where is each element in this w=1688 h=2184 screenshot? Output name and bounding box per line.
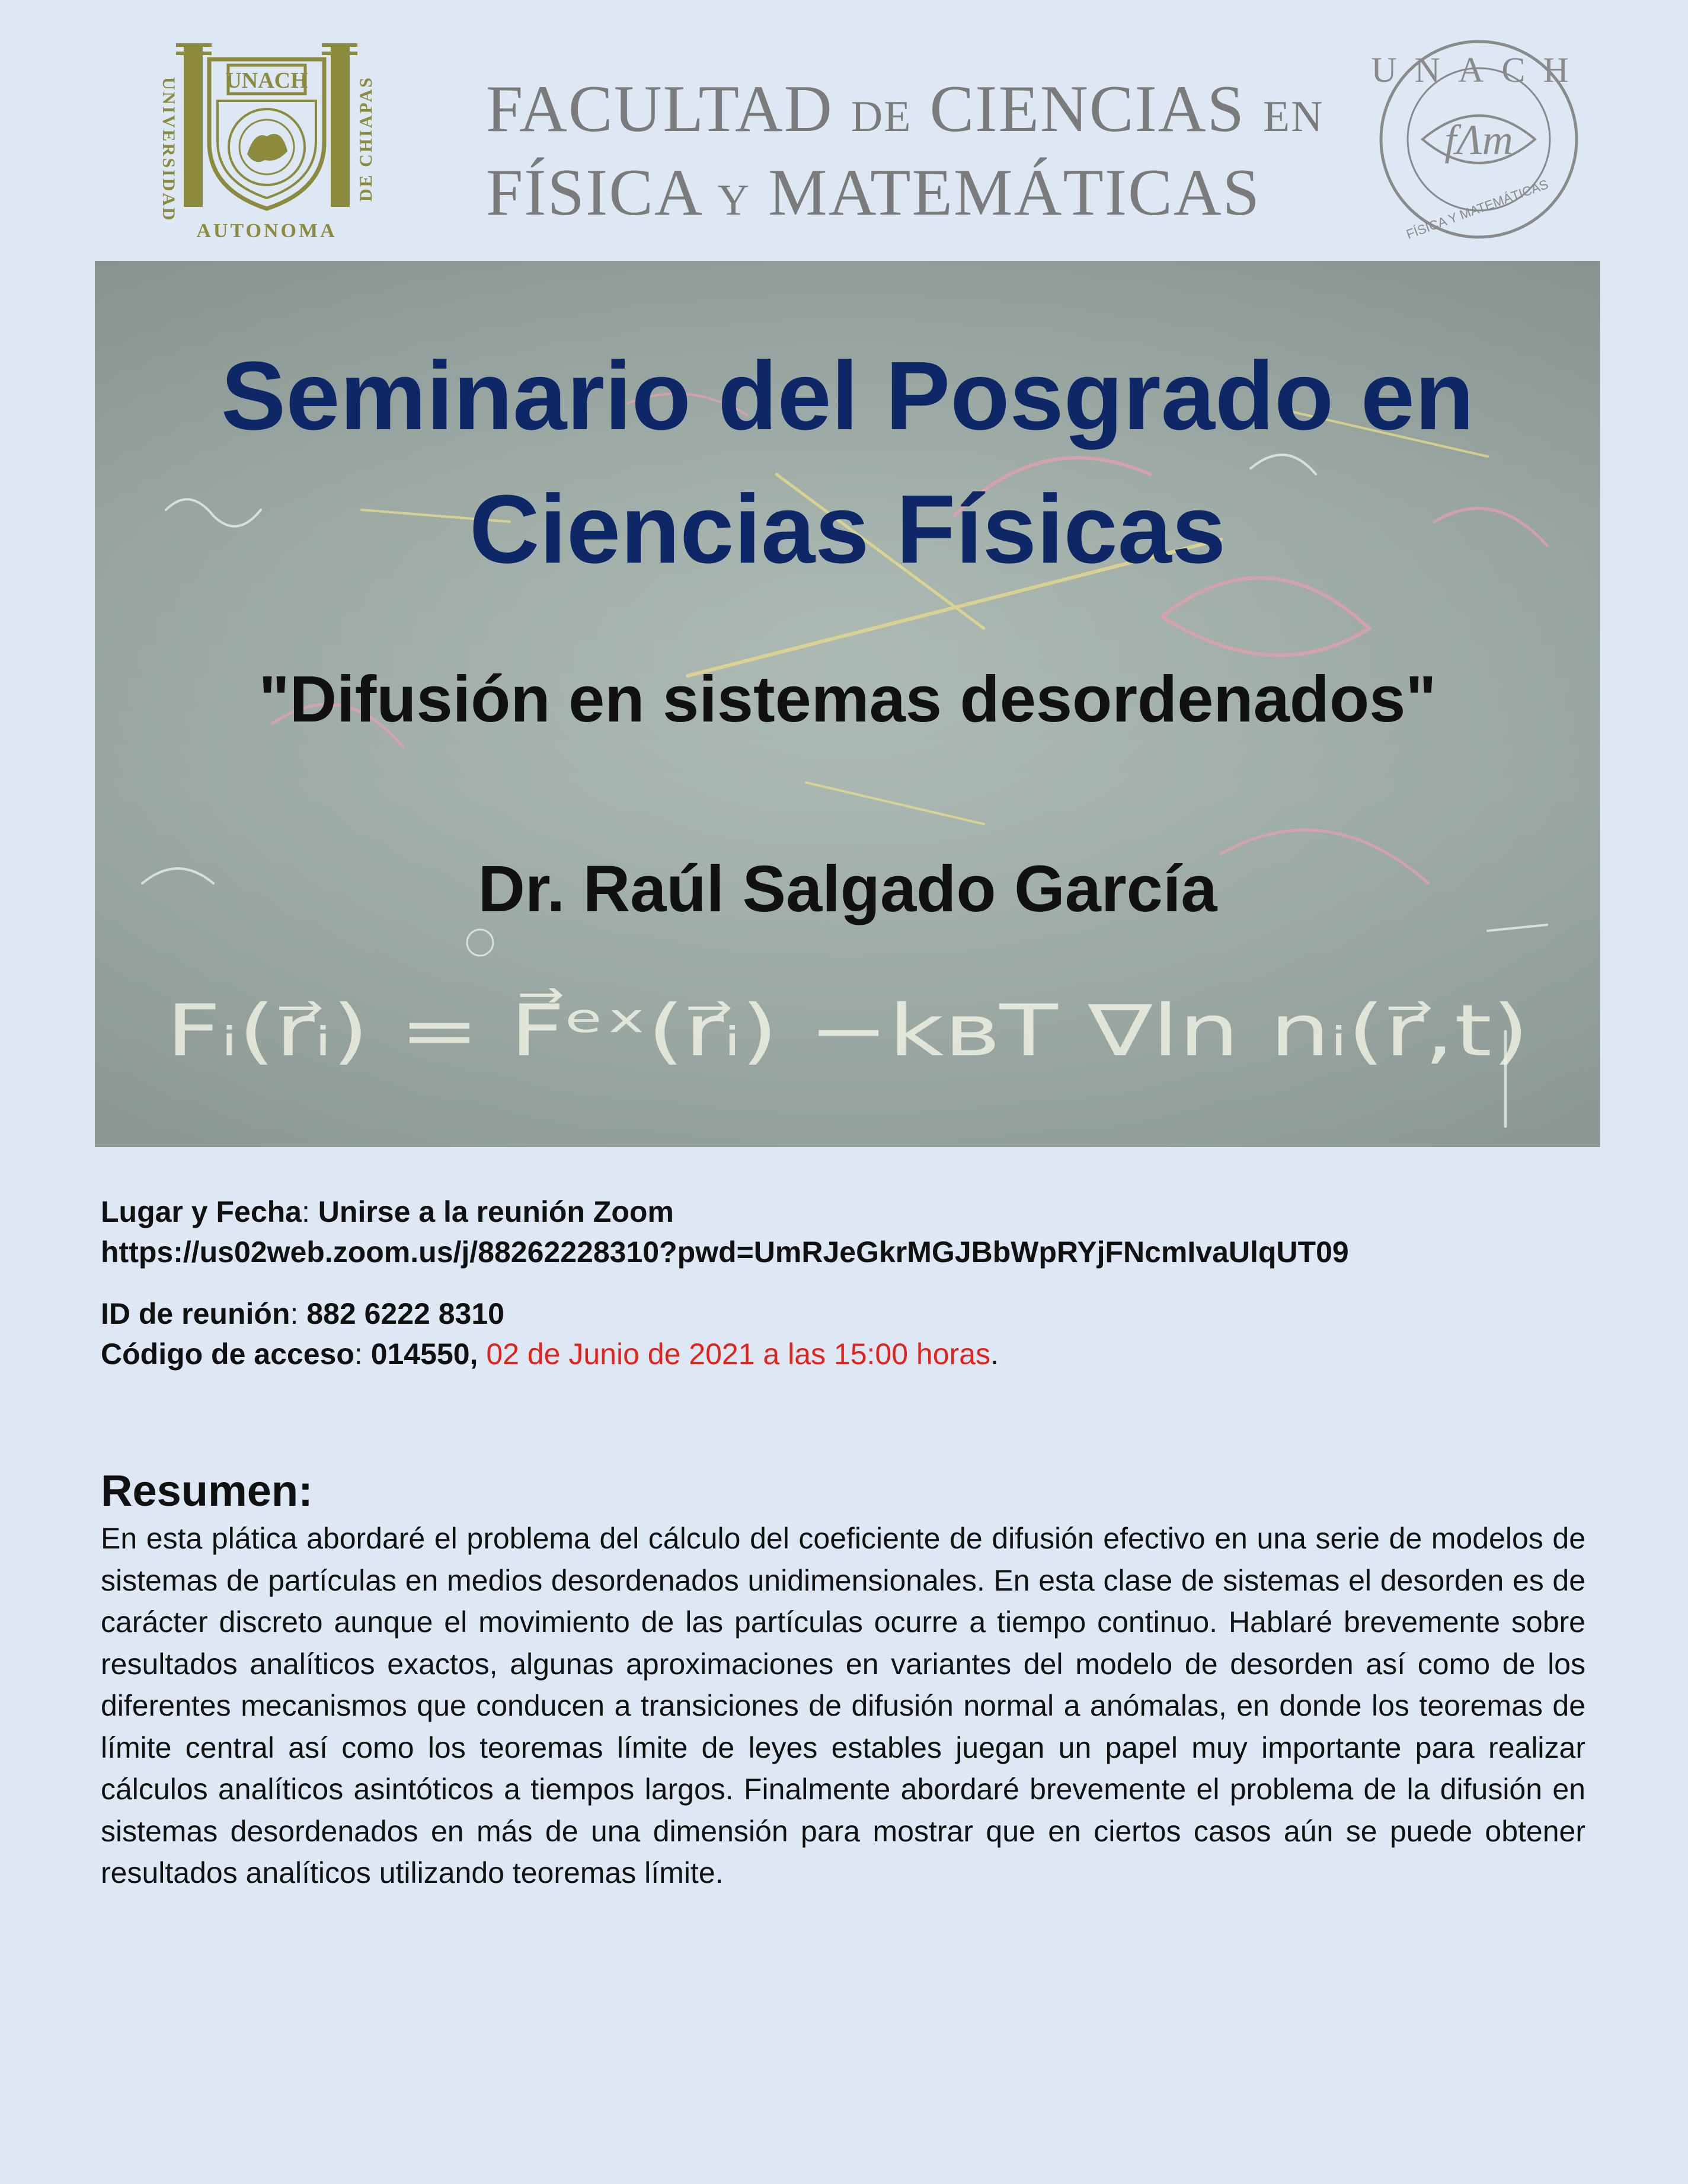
unach-bottom-text: AUTONOMA <box>196 220 337 242</box>
unach-right-text: DE CHIAPAS <box>356 76 376 202</box>
place-row: Lugar y Fecha: Unirse a la reunión Zoom <box>101 1195 674 1228</box>
faculty-word: MATEMÁTICAS <box>768 156 1261 229</box>
fcfm-bottom-text: FÍSICA Y MATEMÁTICAS <box>1404 176 1550 242</box>
seminar-title <box>95 329 1600 596</box>
access-code-row: Código de acceso: 014550, 02 de Junio de 2021 a las 15:00 horas. <box>101 1337 999 1371</box>
faculty-line-1 <box>486 71 1324 155</box>
event-date-time: 02 de Junio de 2021 a las 15:00 horas <box>486 1337 991 1371</box>
place-label: Lugar y Fecha <box>101 1195 302 1228</box>
faculty-line-2 <box>486 155 1304 238</box>
faculty-word: DE <box>851 92 912 141</box>
meeting-id-value: 882 6222 8310 <box>306 1297 504 1330</box>
unach-logo-text: UNACH <box>225 68 308 93</box>
faculty-word: FÍSICA <box>486 156 700 229</box>
speaker-name: Dr. Raúl Salgado García <box>478 852 1217 925</box>
fcfm-ring-text: UNACH <box>1371 50 1587 90</box>
abstract-section <box>101 1464 1585 1894</box>
faculty-title <box>486 71 1324 238</box>
fcfm-logo <box>1366 36 1591 243</box>
meeting-id-label: ID de reunión <box>101 1297 290 1330</box>
chalkboard-banner <box>95 261 1600 1147</box>
chalk-equation: Fᵢ(r⃗ᵢ) = F⃗ᵉˣ(r⃗ᵢ) −kʙT ∇ln nᵢ(r⃗,t) <box>166 990 1181 1072</box>
faculty-word: FACULTAD <box>486 72 833 146</box>
faculty-word: EN <box>1262 92 1324 141</box>
seminar-title-line2: Ciencias Físicas <box>469 475 1226 583</box>
faculty-word: CIENCIAS <box>929 72 1245 146</box>
seminar-title-line1: Seminario del Posgrado en <box>220 341 1475 450</box>
meeting-id-row: ID de reunión: 882 6222 8310 <box>101 1297 504 1330</box>
event-info <box>101 1192 1594 1374</box>
faculty-word: Y <box>717 176 751 225</box>
access-code-label: Código de acceso <box>101 1337 354 1371</box>
unach-left-text: UNIVERSIDAD <box>159 77 178 222</box>
header <box>0 0 1688 261</box>
abstract-heading: Resumen: <box>101 1466 313 1515</box>
place-value: Unirse a la reunión Zoom <box>318 1195 674 1228</box>
access-code-value: 014550, <box>370 1337 478 1371</box>
unach-logo <box>139 41 394 243</box>
talk-title: "Difusión en sistemas desordenados" <box>258 663 1437 736</box>
chiapas-map-icon <box>247 134 287 162</box>
zoom-link[interactable]: https://us02web.zoom.us/j/88262228310?pwd=UmRJeGkrMGJBbWpRYjFNcmIvaUlqUT09 <box>101 1235 1349 1269</box>
abstract-text: En esta plática abordaré el problema del cálculo del coeficiente de difusión efectivo en una serie de modelos de sistemas de partículas en medios desordenados unidimensionales. En esta clase de sistemas el desorden es de carácter discreto aunque el movimiento de las partículas ocurre a tiempo continuo. Hablaré brevemente sobre resultados analíticos exactos, algunas aproximaciones en variantes del modelo de desorden así como de los diferentes mecanismos que conducen a transiciones de difusión normal a anómalas, en donde los teoremas de límite central así como los teoremas límite de leyes estables juegan un papel muy importante para realizar cálculos analíticos asintóticos a tiempos largos. Finalmente abordaré brevemente el problema de la difusión en sistemas desordenados en más de una dimensión para mostrar que en ciertos casos aún se puede obtener resultados analíticos utilizando teoremas límite. <box>101 1522 1585 1889</box>
fcfm-center-text: fΛm <box>1444 116 1513 164</box>
